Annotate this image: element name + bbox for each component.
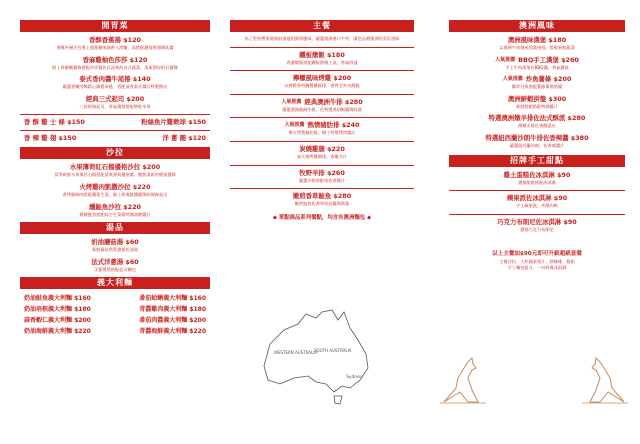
section-header-mains: 主餐 [230, 20, 414, 32]
menu-item-name: 雞土蛋糕佐冰淇淋 $90 [503, 170, 571, 179]
menu-item-name: 嫩煎香草鮭魚 $280 [292, 192, 352, 201]
section-header-appetizer: 開胃菜 [20, 20, 210, 32]
menu-item [449, 134, 625, 149]
menu-item-desc: 香濃燉飯搭配鐵板熱燒上桌，香氣四溢 [286, 59, 358, 65]
menu-item-desc: 以澳洲牛肉製成的漢堡排，搭配新鮮蔬菜 [499, 45, 575, 50]
soup-list [20, 238, 210, 272]
menu-item-desc: 濃郁甜點搭配冰淇淋 [518, 179, 556, 185]
menu-item-name: 蒜香蝦仁義大利麵 $200 [24, 317, 91, 325]
section-header-pasta: 義大利麵 [20, 277, 210, 289]
section-header-salad: 沙拉 [20, 147, 210, 159]
menu-item-name: 炭燒雞腿 $220 [299, 144, 345, 153]
menu-item [449, 36, 625, 51]
menu-item [230, 74, 414, 89]
menu-item-name: 澳洲鮮蝦拼盤 $300 [507, 94, 567, 103]
menu-item-name: 特選紐西蘭沙朗牛排佐香辣醬 $380 [485, 133, 589, 142]
divider [230, 165, 414, 166]
menu-item [230, 51, 414, 66]
menu-item-desc: 洋蔥慢熬搭配起司麵包 [94, 266, 136, 272]
divider [230, 47, 414, 48]
menu-item-desc: 當季新鮮水果與紅石榴搭配清爽薄荷優格醬，酸甜清新的健康選擇 [54, 172, 176, 178]
menu-item-name: 香麻雞柚色莎莎 $120 [82, 55, 148, 64]
salad-list [20, 163, 210, 217]
menu-column-left [20, 20, 210, 337]
set-meal-promo [449, 250, 625, 271]
menu-item-name: 蘋果派佐冰淇淋 $90 [506, 194, 568, 203]
menu-item-name: 洋 蔥 圈 $120 [162, 134, 206, 143]
menu-item [20, 163, 210, 178]
menu-pair-row [20, 315, 210, 326]
menu-column-right [449, 20, 625, 271]
menu-item [20, 203, 210, 218]
aussie-list [449, 36, 625, 149]
menu-item-name: 經典三式起司 $200 [85, 94, 145, 103]
menu-item [449, 194, 625, 209]
divider [230, 141, 414, 142]
menu-item [449, 95, 625, 110]
menu-item [20, 238, 210, 253]
menu-item [449, 75, 625, 90]
divider [230, 94, 414, 95]
menu-item [449, 56, 625, 71]
australia-map-illustration [250, 300, 380, 410]
menu-item [449, 171, 625, 186]
promo-title: 以上主餐加$90元即可升級超級套餐 [492, 251, 582, 258]
recommend-badge: 人氣推薦 [281, 98, 302, 105]
pasta-list [20, 293, 210, 337]
menu-item-name: 水果薄荷紅石榴優格沙拉 $200 [69, 163, 161, 172]
menu-item-name: 火烤雞肉凱撒沙拉 $220 [79, 182, 151, 191]
menu-item [230, 121, 414, 136]
menu-item-desc: 炭火燒烤雞腿排，香嫩多汁 [296, 153, 348, 159]
menu-item [230, 169, 414, 184]
menu-item-name: 奶油培根義大利麵 $180 [24, 306, 91, 314]
menu-item-name: 特選澳洲燉羊排佐法式酥派 $280 [488, 114, 586, 123]
menu-item-name: 香 酥 雞 士 條 $150 [24, 118, 85, 127]
divider [449, 190, 625, 191]
menu-column-middle [230, 20, 414, 221]
menu-item-desc: 嚴選羊排搭配迷迭香醬汁 [298, 177, 346, 183]
promo-line: 手工麵包組合、一份經典冰淇淋 [507, 265, 567, 271]
menu-item [20, 36, 210, 51]
menu-item-name [230, 121, 414, 129]
menu-item [230, 98, 414, 113]
menu-item [20, 56, 210, 71]
menu-item-name: 香 辣 雞 翅 $150 [24, 134, 77, 143]
menu-pair-row [20, 134, 210, 143]
section-header-aussie: 澳洲風味 [449, 20, 625, 32]
mains-list [230, 51, 414, 207]
menu-item-name: 奶油鮭魚義大利麵 $160 [24, 295, 91, 303]
section-header-soup: 湯品 [20, 222, 210, 234]
kangaroo-shape [444, 358, 478, 402]
menu-item [449, 114, 625, 129]
menu-item-desc: 嫩煎鮭魚佐香草奶油醬與時蔬 [294, 201, 350, 207]
mains-footnote: ◆ 單點湯品系列餐點，均含有澳洲麵包 ◆ [272, 214, 372, 221]
menu-item-name: 粉絲魚片雞軟球 $150 [141, 118, 206, 127]
menu-item-name: 番茄蛤蜊義大利麵 $160 [139, 295, 206, 303]
menu-item-name: 番茄肉醬義大利麵 $200 [139, 317, 206, 325]
menu-item-desc: 煙燻鮭魚搭配綜合生菜與特調油醋醬汁 [79, 211, 151, 217]
menu-item [20, 75, 210, 90]
menu-item-desc: 濃郁巧克力布朗尼 [520, 226, 554, 232]
tasmania-outline [334, 396, 342, 404]
menu-item-name: 奶油海鮮義大利麵 $220 [24, 328, 91, 336]
menu-item-desc: 香烤雞胸肉搭配蘿蔓生菜，淋上經典凱撒醬與帕瑪森起司 [62, 191, 168, 197]
kangaroo-illustration-right [578, 356, 630, 406]
dessert-list [449, 171, 625, 233]
menu-item-name [230, 98, 414, 106]
menu-item-name [449, 56, 625, 64]
map-label: Sydney [346, 375, 363, 380]
recommend-badge: 人氣推薦 [502, 76, 523, 83]
menu-item-name: 青醬海鮮義大利麵 $220 [139, 328, 206, 336]
section-intro: 為了堅持帶來澳洲最道地的澳洲風味，嚴選澳洲進口牛肉，讓您品嚐澳洲的美好滋味 [244, 36, 400, 41]
kangaroo-shape [590, 358, 624, 402]
divider [449, 214, 625, 215]
divider [230, 70, 414, 71]
recommend-badge: 人氣推薦 [284, 122, 305, 129]
menu-item-desc: 嚴選紐西蘭沙朗，佐香辣醬汁 [509, 142, 565, 148]
menu-item-title: 熱情豬肋排 $240 [307, 121, 360, 130]
menu-item-desc: 手工蘋果派，外酥內軟 [516, 203, 558, 209]
menu-item-name: 檸檬風味烤雞 $200 [292, 74, 352, 83]
menu-item-desc: 手工牛肉漢堡佐BBQ醬，香氣濃郁 [505, 64, 569, 70]
menu-item [20, 95, 210, 110]
menu-pair-row [20, 326, 210, 337]
menu-item-desc: 以檸檬香料醃製雞腿排，香烤至外皮酥脆 [284, 83, 360, 89]
appetizer-list [20, 36, 210, 143]
promo-line: 主餐沙拉、大杯蔬果果汁、熱咖啡、甜點 [499, 259, 575, 265]
menu-item-name: 鐵板燉飯 $180 [299, 50, 345, 59]
recommend-badge: 人氣推薦 [495, 56, 516, 63]
menu-item-title: BBQ手工漢堡 $260 [518, 55, 579, 64]
menu-item-desc: 香酥外層皮包裹上甜蕉糖來調香入滑嫩，再搭配濃郁香甜煉乳醬 [56, 45, 174, 50]
menu-item-desc: 慢燉羊排佐香酥派皮 [518, 123, 556, 129]
menu-item [230, 145, 414, 160]
divider [230, 117, 414, 118]
menu-item [20, 183, 210, 198]
menu-item-name [449, 75, 625, 83]
menu-item-name: 巧克力布朗尼佐冰淇淋 $90 [497, 217, 577, 226]
menu-item-name: 青醬雞肉義大利麵 $180 [139, 306, 206, 314]
menu-item-desc: 嚴選香嫩肉類精心調製成捲，搭配清香泰式醬汁特製餅皮 [62, 84, 168, 90]
menu-pair-row [20, 118, 210, 127]
menu-item-desc: 酥炸白魚搭配薯條與塔塔醬 [511, 84, 563, 90]
divider [230, 188, 414, 189]
divider [20, 130, 210, 131]
menu-item-title: 炸魚薯條 $200 [525, 75, 572, 84]
menu-pair-row [20, 293, 210, 304]
menu-item-name: 牧野羊排 $260 [299, 168, 345, 177]
menu-item-name: 法式洋蔥湯 $60 [91, 257, 139, 266]
kangaroo-illustration-left [438, 356, 490, 406]
menu-item-name: 泰式香肉醬牛尾捲 $140 [79, 75, 151, 84]
menu-item-desc: 慢火烤製豬肋排，刷上特製烤肉醬汁 [288, 130, 356, 136]
menu-item-desc: 新鮮蘑菇熬煮濃郁奶油湯 [91, 247, 139, 253]
divider [20, 114, 210, 115]
menu-item-desc: 新鮮鮮蝦搭配特調醬汁 [516, 103, 558, 109]
menu-item-desc: 鮮上香酥嫩雞條搭配莎莎醬佐以清爽的各式蔬菜，清新開胃的好選擇 [52, 64, 178, 70]
menu-item-name: 燻鮭魚沙拉 $220 [89, 202, 141, 211]
menu-item [449, 218, 625, 233]
menu-item-desc: 三款經典起司，香氣濃郁搭配餅乾享用 [79, 103, 151, 109]
menu-item-title: 經典澳洲牛排 $280 [304, 97, 363, 106]
menu-item-name: 澳洲風味漢堡 $180 [507, 36, 567, 44]
map-label: SOUTH AUSTRALIA [314, 348, 352, 353]
menu-item [230, 192, 414, 207]
menu-item [20, 258, 210, 273]
map-label: WESTERN AUSTRALIA [274, 350, 318, 355]
section-header-dessert: 招牌手工甜點 [449, 155, 625, 167]
menu-pair-row [20, 304, 210, 315]
menu-item-name: 奶油蘑菇湯 $60 [91, 238, 139, 247]
menu-item-name: 香酥香蕉捲 $120 [89, 36, 141, 44]
menu-item-desc: 嚴選澳洲穀飼牛排，佐特製黑胡椒醬與時蔬 [282, 106, 362, 112]
